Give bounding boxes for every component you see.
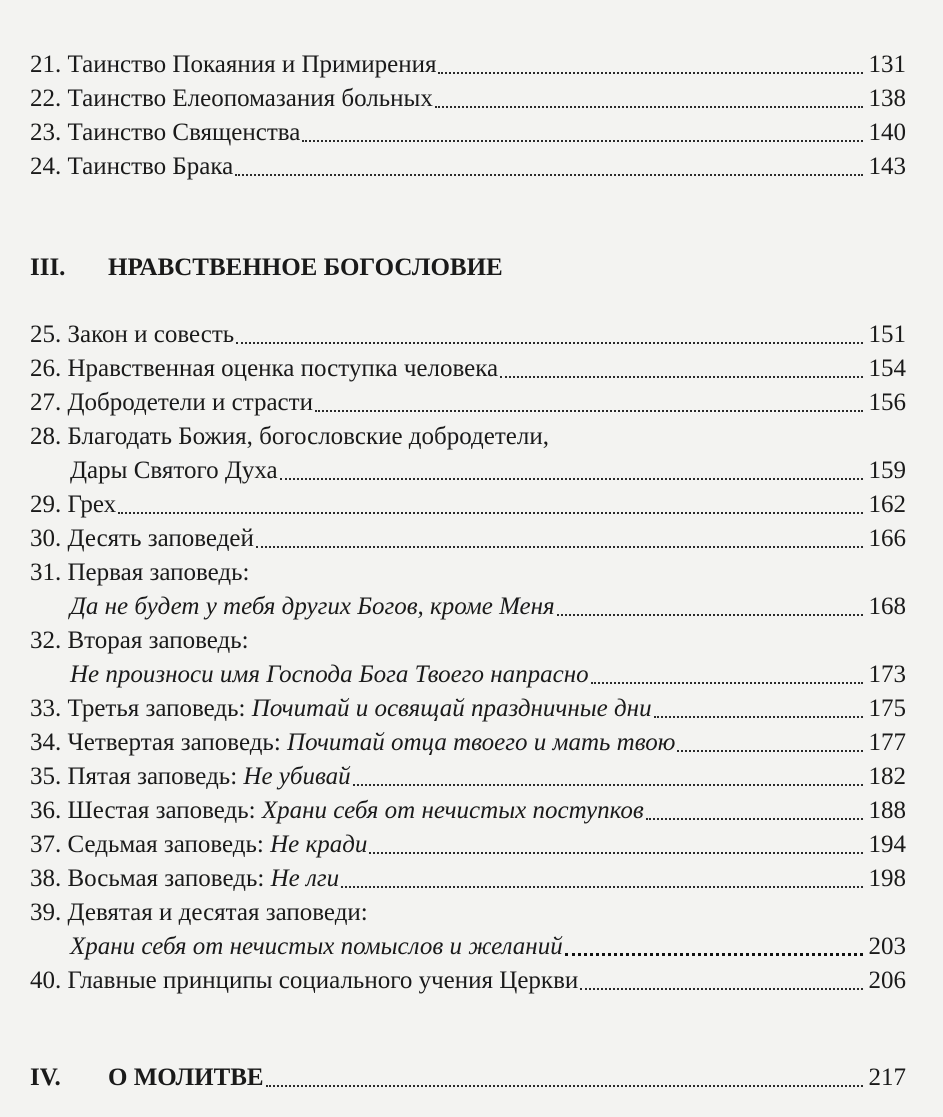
dot-leader bbox=[654, 715, 863, 718]
toc-entry-32[interactable] bbox=[30, 624, 906, 658]
page-number: 198 bbox=[868, 865, 906, 892]
section-title: О МОЛИТВЕ bbox=[108, 1064, 264, 1091]
entry-number: 28. bbox=[30, 423, 62, 450]
entry-title: Благодать Божия, богословские добродетели, bbox=[67, 423, 549, 450]
toc-entry-37[interactable] bbox=[30, 828, 906, 862]
commandment-text: Не произноси имя Господа Бога Твоего напрасно bbox=[70, 661, 589, 688]
entry-number: 39. bbox=[30, 899, 62, 926]
page-number: 143 bbox=[868, 153, 906, 180]
commandment-text: Не лги bbox=[270, 865, 340, 892]
commandment-text: Храни себя от нечистых помыслов и желаний bbox=[70, 933, 563, 960]
page-number: 203 bbox=[868, 933, 906, 960]
dot-leader bbox=[500, 375, 862, 378]
entry-number: 34. bbox=[30, 729, 62, 756]
entry-number: 25. bbox=[30, 321, 62, 348]
toc-entry-22[interactable] bbox=[30, 82, 906, 116]
page-number: 151 bbox=[868, 321, 906, 348]
toc-entry-39-continuation[interactable] bbox=[70, 930, 906, 964]
dot-leader bbox=[580, 987, 862, 990]
toc-entry-39[interactable] bbox=[30, 896, 906, 930]
entry-title: Восьмая заповедь: bbox=[67, 865, 265, 892]
entry-number: 22. bbox=[30, 85, 62, 112]
dot-leader bbox=[236, 341, 862, 344]
commandment-text: Не кради bbox=[270, 831, 368, 858]
entry-number: 30. bbox=[30, 525, 62, 552]
page-number: 177 bbox=[868, 729, 906, 756]
page-number: 138 bbox=[868, 85, 906, 112]
page-number: 154 bbox=[868, 355, 906, 382]
dot-leader bbox=[256, 545, 863, 548]
entry-title: Четвертая заповедь: bbox=[67, 729, 281, 756]
toc-entry-28[interactable] bbox=[30, 420, 906, 454]
entry-title: Пятая заповедь: bbox=[67, 763, 238, 790]
entry-title: Десять заповедей bbox=[67, 525, 254, 552]
entry-title: Таинство Брака bbox=[67, 153, 234, 180]
entry-number: 31. bbox=[30, 559, 62, 586]
page-number: 131 bbox=[868, 51, 906, 78]
entry-number: 35. bbox=[30, 763, 62, 790]
entry-title: Третья заповедь: bbox=[67, 695, 246, 722]
entry-title: Таинство Покаяния и Примирения bbox=[67, 51, 437, 78]
entry-title: Закон и совесть bbox=[67, 321, 235, 348]
entry-number: 38. bbox=[30, 865, 62, 892]
entry-title: Первая заповедь: bbox=[67, 559, 250, 586]
page-number: 194 bbox=[868, 831, 906, 858]
entry-number: 21. bbox=[30, 51, 62, 78]
toc-entry-26[interactable] bbox=[30, 352, 906, 386]
dot-leader bbox=[369, 851, 862, 854]
dot-leader bbox=[353, 783, 863, 786]
entry-number: 29. bbox=[30, 491, 62, 518]
commandment-text: Храни себя от нечистых поступков bbox=[261, 797, 644, 824]
page-number: 162 bbox=[868, 491, 906, 518]
entry-title: Седьмая заповедь: bbox=[67, 831, 264, 858]
entry-number: 33. bbox=[30, 695, 62, 722]
entry-title: Добродетели и страсти bbox=[67, 389, 313, 416]
toc-entry-29[interactable] bbox=[30, 488, 906, 522]
entry-number: 36. bbox=[30, 797, 62, 824]
page-number: 159 bbox=[868, 457, 906, 484]
entry-title: Таинство Елеопомазания больных bbox=[67, 85, 433, 112]
toc-entry-32-continuation[interactable] bbox=[70, 658, 906, 692]
page-number: 217 bbox=[868, 1064, 906, 1091]
page-number: 156 bbox=[868, 389, 906, 416]
entry-number: 40. bbox=[30, 967, 62, 994]
entry-title: Нравственная оценка поступка человека bbox=[67, 355, 499, 382]
dot-leader bbox=[677, 749, 862, 752]
toc-entry-24[interactable] bbox=[30, 150, 906, 184]
dot-leader bbox=[341, 885, 862, 888]
page-number: 166 bbox=[868, 525, 906, 552]
commandment-text: Да не будет у тебя других Богов, кроме Меня bbox=[70, 593, 555, 620]
dot-leader bbox=[646, 817, 863, 820]
page-number: 182 bbox=[868, 763, 906, 790]
entry-number: 23. bbox=[30, 119, 62, 146]
page-number: 188 bbox=[868, 797, 906, 824]
page-number: 173 bbox=[868, 661, 906, 688]
toc-entry-27[interactable] bbox=[30, 386, 906, 420]
page-number: 206 bbox=[868, 967, 906, 994]
page-number: 168 bbox=[868, 593, 906, 620]
entry-title: Девятая и десятая заповеди: bbox=[67, 899, 368, 926]
entry-title: Главные принципы социального учения Церкви bbox=[67, 967, 579, 994]
toc-entry-38[interactable] bbox=[30, 862, 906, 896]
toc-entry-31-continuation[interactable] bbox=[70, 590, 906, 624]
dot-leader bbox=[302, 139, 862, 142]
toc-entry-40[interactable] bbox=[30, 964, 906, 998]
toc-entry-33[interactable] bbox=[30, 692, 906, 726]
page-number: 175 bbox=[868, 695, 906, 722]
entry-title-continuation: Дары Святого Духа bbox=[70, 457, 278, 484]
commandment-text: Почитай и освящай праздничные дни bbox=[251, 695, 652, 722]
commandment-text: Не убивай bbox=[243, 763, 351, 790]
dot-leader bbox=[315, 409, 863, 412]
dot-leader bbox=[118, 511, 862, 514]
toc-entry-25[interactable] bbox=[30, 318, 906, 352]
commandment-text: Почитай отца твоего и мать твою bbox=[287, 729, 676, 756]
toc-entry-28-continuation[interactable] bbox=[70, 454, 906, 488]
section-title: НРАВСТВЕННОЕ БОГОСЛОВИЕ bbox=[108, 254, 503, 281]
dot-leader bbox=[557, 613, 863, 616]
toc-entry-36[interactable] bbox=[30, 794, 906, 828]
section-heading-iii[interactable] bbox=[30, 251, 906, 285]
toc-entry-21[interactable] bbox=[30, 48, 906, 82]
toc-entry-34[interactable] bbox=[30, 726, 906, 760]
toc-entry-35[interactable] bbox=[30, 760, 906, 794]
toc-entry-23[interactable] bbox=[30, 116, 906, 150]
entry-number: 27. bbox=[30, 389, 62, 416]
section-roman-numeral: IV. bbox=[30, 1064, 61, 1091]
entry-number: 32. bbox=[30, 627, 62, 654]
entry-number: 37. bbox=[30, 831, 62, 858]
entry-title: Таинство Священства bbox=[67, 119, 301, 146]
entry-title: Вторая заповедь: bbox=[67, 627, 249, 654]
entry-title: Грех bbox=[67, 491, 117, 518]
section-roman-numeral: III. bbox=[30, 254, 66, 281]
dot-leader bbox=[235, 173, 862, 176]
dot-leader bbox=[266, 1084, 863, 1087]
page-number: 140 bbox=[868, 119, 906, 146]
entry-number: 24. bbox=[30, 153, 62, 180]
dot-leader bbox=[280, 477, 863, 480]
section-heading-iv[interactable] bbox=[30, 1061, 906, 1095]
entry-number: 26. bbox=[30, 355, 62, 382]
dot-leader bbox=[565, 952, 863, 956]
toc-entry-30[interactable] bbox=[30, 522, 906, 556]
dot-leader bbox=[591, 681, 863, 684]
entry-title: Шестая заповедь: bbox=[67, 797, 256, 824]
dot-leader bbox=[438, 71, 862, 74]
toc-entry-31[interactable] bbox=[30, 556, 906, 590]
dot-leader bbox=[435, 105, 863, 108]
